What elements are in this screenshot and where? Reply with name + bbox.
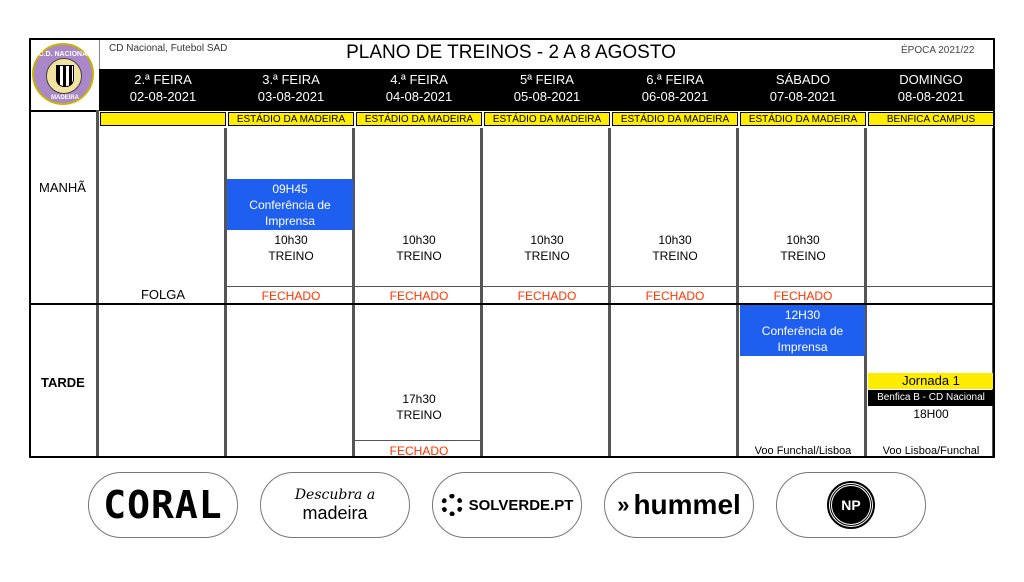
chevron-mark-icon: » xyxy=(617,492,630,517)
club-crest xyxy=(31,40,100,110)
session-thu: 10h30 TREINO xyxy=(524,233,570,263)
crest-ring xyxy=(32,43,94,105)
session-tue: 10h30 TREINO xyxy=(268,233,314,263)
closed-fri: FECHADO xyxy=(645,289,705,303)
monday-off: FOLGA xyxy=(140,287,186,302)
session-wed: 10h30 TREINO xyxy=(396,233,442,263)
closed-wed-afternoon: FECHADO xyxy=(389,444,449,458)
closed-thu: FECHADO xyxy=(517,289,577,303)
grid-line xyxy=(31,110,99,112)
sun-icon xyxy=(441,494,463,516)
match-time: 18H00 xyxy=(913,407,949,421)
day-header-sun: DOMINGO 08-08-2021 xyxy=(897,72,965,104)
venue-sun: BENFICA CAMPUS xyxy=(868,112,994,126)
venue-thu: ESTÁDIO DA MADEIRA xyxy=(484,112,610,126)
closed-tue: FECHADO xyxy=(261,289,321,303)
crest-bottom-text: MADEIRA xyxy=(51,95,79,101)
np-badge-icon: NP xyxy=(829,483,873,527)
venue-mon xyxy=(100,112,226,126)
coral-wordmark: CORAL xyxy=(103,483,223,527)
sponsor-solverde-logo xyxy=(432,472,582,538)
madeira-wordmark: madeira xyxy=(302,502,368,523)
venue-tue: ESTÁDIO DA MADEIRA xyxy=(228,112,354,126)
day-header-fri: 6.ª FEIRA 06-08-2021 xyxy=(641,72,709,104)
flight-sun: Voo Lisboa/Funchal xyxy=(882,445,980,457)
sponsor-coral-logo xyxy=(88,472,238,538)
page-title: PLANO DE TREINOS - 2 A 8 AGOSTO xyxy=(346,42,676,63)
day-header-wed: 4.ª FEIRA 04-08-2021 xyxy=(385,72,453,104)
venue-fri: ESTÁDIO DA MADEIRA xyxy=(612,112,738,126)
match-teams: Benfica B - CD Nacional xyxy=(868,390,994,406)
sponsor-np-logo xyxy=(776,472,926,538)
closed-row-line xyxy=(227,286,995,287)
closed-row-line xyxy=(355,440,482,441)
club-name: CD Nacional, Futebol SAD xyxy=(109,43,228,54)
crest-shield-icon xyxy=(56,65,74,87)
closed-sat: FECHADO xyxy=(773,289,833,303)
hummel-wordmark: hummel xyxy=(633,489,741,520)
press-conference-tue: 09H45 Conferência de Imprensa xyxy=(227,179,353,230)
flight-sat: Voo Funchal/Lisboa xyxy=(754,445,852,457)
day-header-sat: SÁBADO 07-08-2021 xyxy=(769,72,837,104)
crest-top-text: C.D. NACIONAL xyxy=(38,51,92,58)
period-morning-label: MANHÃ xyxy=(39,180,86,195)
session-sat: 10h30 TREINO xyxy=(780,233,826,263)
session-fri: 10h30 TREINO xyxy=(652,233,698,263)
day-header-tue: 3.ª FEIRA 03-08-2021 xyxy=(257,72,325,104)
training-plan-sheet xyxy=(29,38,995,458)
sponsor-madeira-logo xyxy=(260,472,410,538)
period-afternoon-label: TARDE xyxy=(41,375,85,390)
day-header-thu: 5ª FEIRA 05-08-2021 xyxy=(513,72,581,104)
press-conference-sat: 12H30 Conferência de Imprensa xyxy=(740,305,865,356)
session-wed-afternoon: 17h30 TREINO xyxy=(396,392,442,422)
season-label: ÉPOCA 2021/22 xyxy=(901,45,975,56)
crest-inner xyxy=(46,58,82,94)
venue-sat: ESTÁDIO DA MADEIRA xyxy=(740,112,866,126)
solverde-wordmark: SOLVERDE.PT xyxy=(468,496,574,514)
closed-wed: FECHADO xyxy=(389,289,449,303)
day-header-mon: 2.ª FEIRA 02-08-2021 xyxy=(129,72,197,104)
grid-line xyxy=(96,110,99,458)
madeira-tagline: Descubra a xyxy=(294,486,376,503)
match-round: Jornada 1 xyxy=(868,373,994,389)
sponsor-hummel-logo xyxy=(604,472,754,538)
venue-wed: ESTÁDIO DA MADEIRA xyxy=(356,112,482,126)
